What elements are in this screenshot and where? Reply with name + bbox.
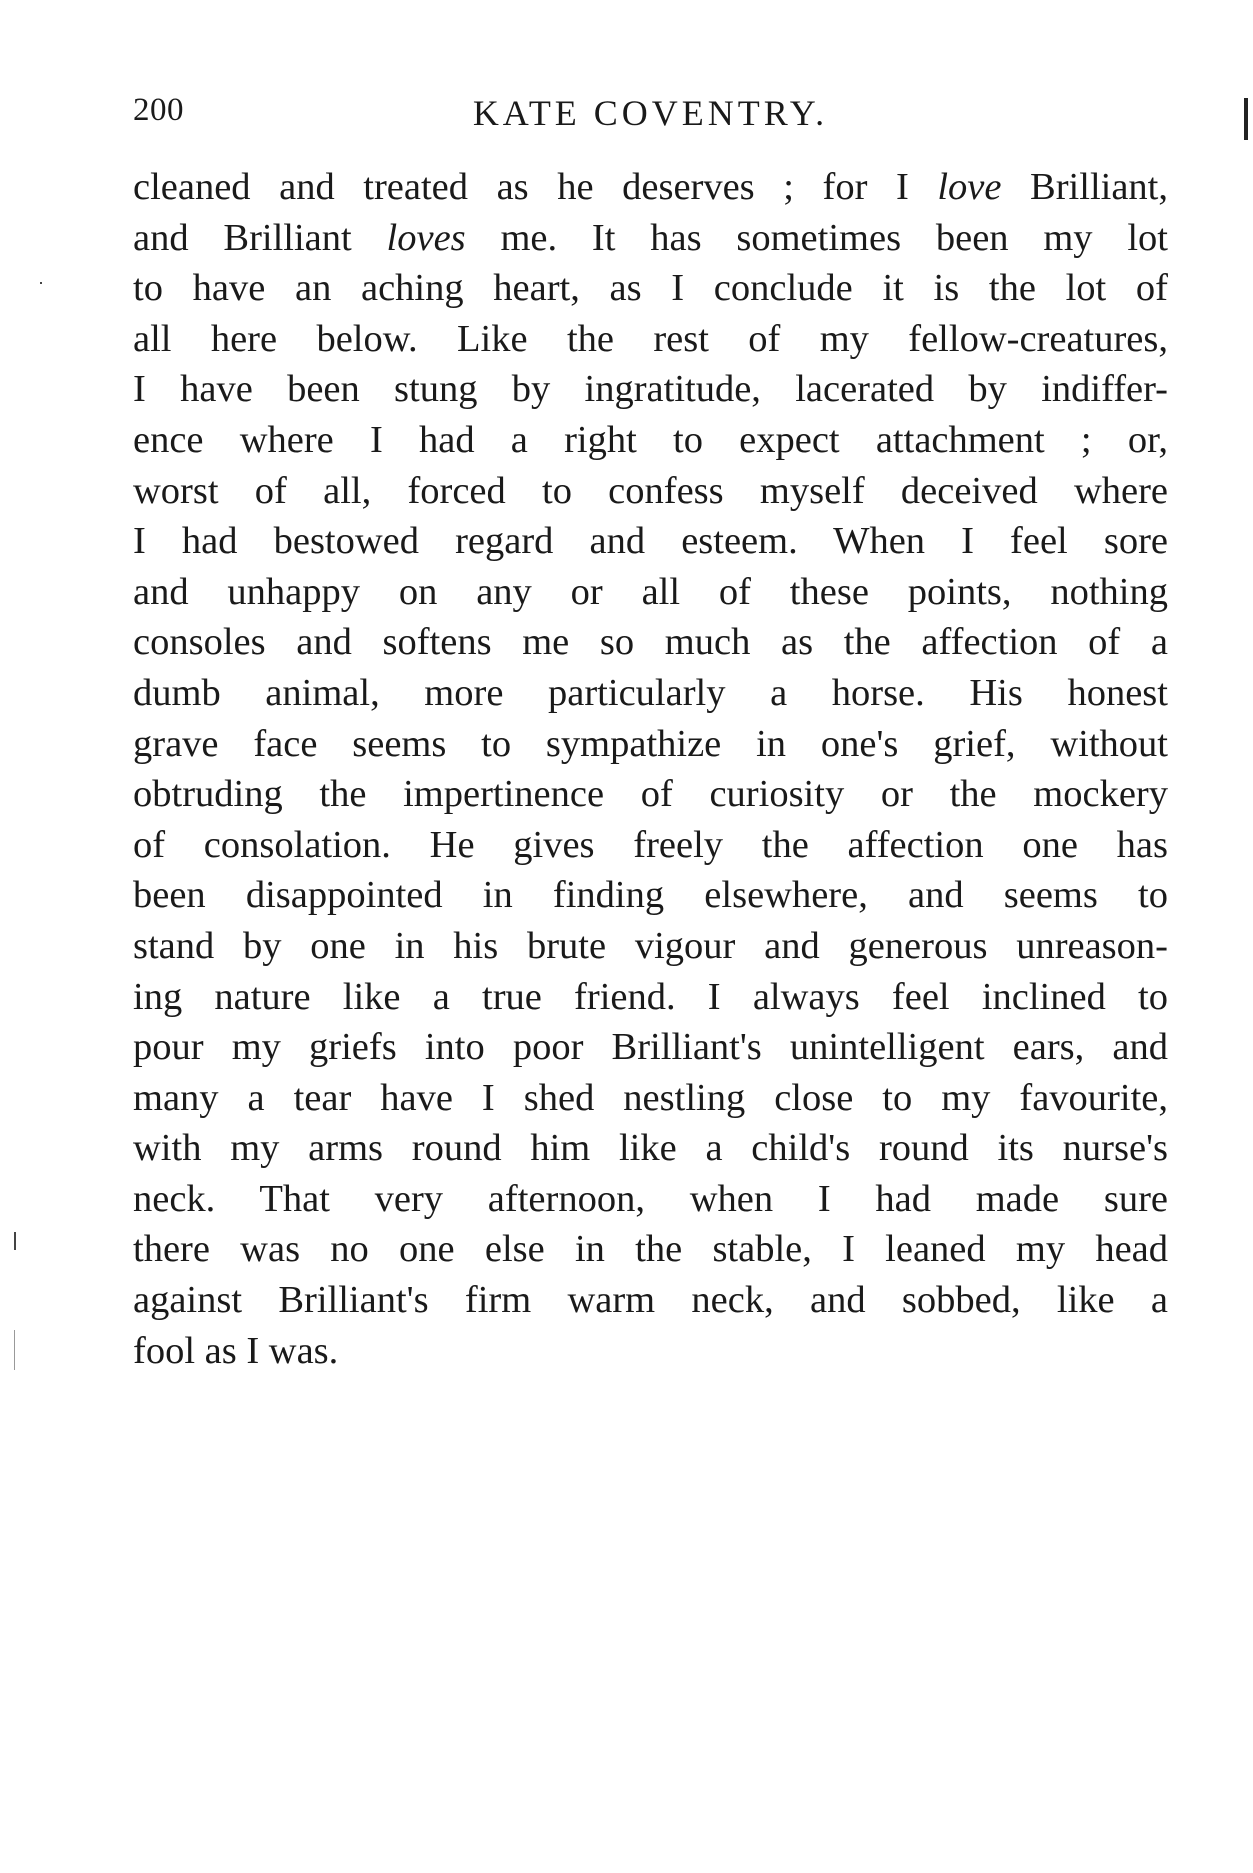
scan-margin-mark [14, 1232, 16, 1250]
text-segment: neck. That very afternoon, when I had made sure [133, 1177, 1168, 1220]
text-segment: cleaned and treated as he deserves ; for I [133, 166, 938, 208]
text-segment: and Brilliant [133, 216, 387, 259]
running-title: KATE COVENTRY. [472, 93, 829, 133]
text-segment: of consolation. He gives freely the affection one has [133, 823, 1168, 866]
text-line [133, 263, 1168, 314]
text-line [133, 820, 1168, 871]
text-line [133, 617, 1168, 668]
text-segment: ence where I had a right to expect attachment ; or, [133, 418, 1168, 461]
text-line [133, 769, 1168, 820]
text-line [133, 870, 1168, 921]
text-line [133, 1022, 1168, 1073]
text-line [133, 364, 1168, 415]
text-line [133, 1123, 1168, 1174]
text-segment: all here below. Like the rest of my fellow-creatures, [133, 317, 1168, 360]
text-segment: I had bestowed regard and esteem. When I feel sore [133, 520, 1168, 563]
scan-margin-mark [14, 1330, 15, 1370]
text-segment: fool as I was. [133, 1329, 339, 1372]
text-line [133, 162, 1168, 213]
text-segment: there was no one else in the stable, I leaned my head [133, 1228, 1168, 1271]
text-segment: consoles and softens me so much as the affection of a [133, 621, 1168, 664]
text-line [133, 1326, 1168, 1377]
text-line [133, 719, 1168, 770]
text-segment: been disappointed in finding elsewhere, and seems to [133, 874, 1168, 917]
text-segment: many a tear have I shed nestling close to my favourite, [133, 1076, 1168, 1119]
text-segment: against Brilliant's firm warm neck, and sobbed, like a [133, 1279, 1168, 1322]
text-line [133, 213, 1168, 264]
text-line [133, 516, 1168, 567]
text-line [133, 466, 1168, 517]
page-header [133, 92, 1168, 142]
text-segment: with my arms round him like a child's round its nurse's [133, 1127, 1168, 1170]
scan-edge-mark [1244, 98, 1248, 140]
text-line [133, 314, 1168, 365]
page-number: 200 [133, 92, 184, 128]
text-segment: stand by one in his brute vigour and generous unreason- [133, 924, 1168, 967]
text-segment: to have an aching heart, as I conclude it is the lot of [133, 267, 1168, 310]
text-segment: I have been stung by ingratitude, lacerated by indiffer- [133, 368, 1168, 411]
text-segment: worst of all, forced to confess myself deceived where [133, 469, 1168, 512]
text-line [133, 668, 1168, 719]
scan-margin-mark [40, 282, 42, 284]
italic-text: loves [386, 216, 466, 259]
text-line [133, 567, 1168, 618]
body-paragraph [133, 162, 1168, 1376]
italic-text: love [937, 166, 1002, 208]
text-line [133, 1174, 1168, 1225]
text-segment: obtruding the impertinence of curiosity or the mockery [133, 773, 1168, 816]
text-segment: pour my griefs into poor Brilliant's unintelligent ears, and [133, 1026, 1168, 1069]
text-segment: me. It has sometimes been my lot [465, 216, 1168, 259]
text-segment: grave face seems to sympathize in one's grief, without [133, 722, 1168, 765]
text-line [133, 972, 1168, 1023]
text-segment: and unhappy on any or all of these points, nothing [133, 570, 1168, 613]
text-line [133, 1275, 1168, 1326]
text-line [133, 1224, 1168, 1275]
text-line [133, 1073, 1168, 1124]
text-segment: dumb animal, more particularly a horse. His honest [133, 671, 1168, 714]
text-line [133, 921, 1168, 972]
text-segment: Brilliant, [1001, 166, 1168, 208]
text-segment: ing nature like a true friend. I always feel inclined to [133, 975, 1168, 1018]
text-line [133, 415, 1168, 466]
